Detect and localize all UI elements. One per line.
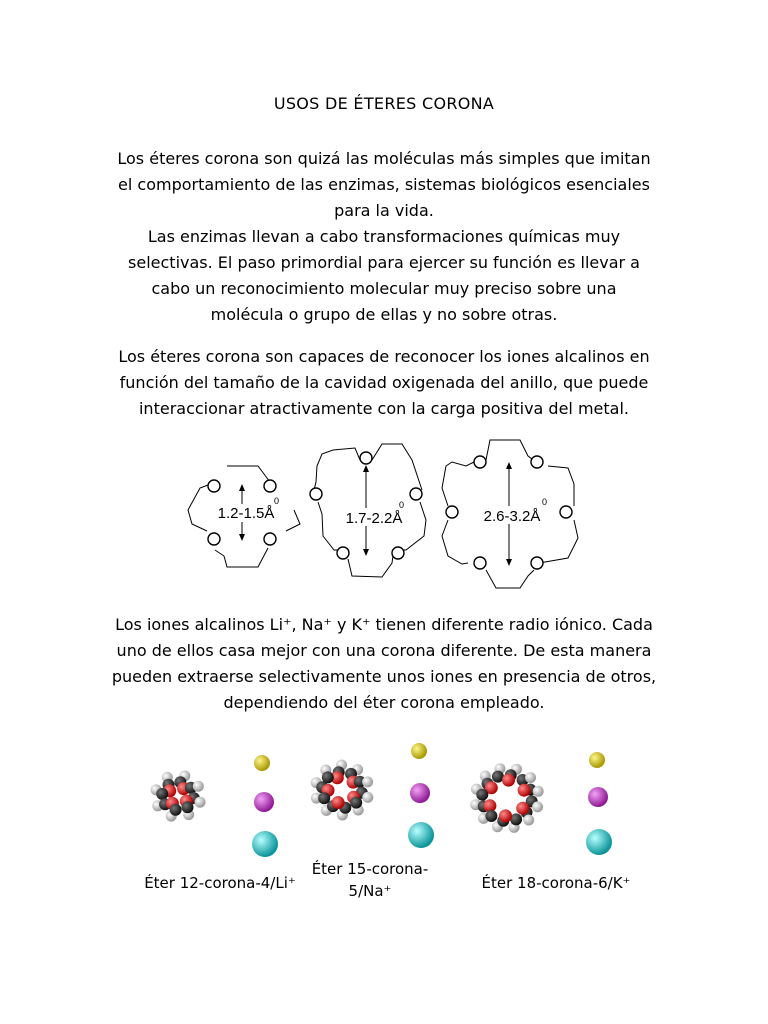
oxygen-atom (531, 557, 543, 569)
hydrogen-atom (193, 781, 204, 792)
oxygen-atom (208, 533, 220, 545)
superscript: 0 (542, 497, 548, 507)
oxygen-atom (474, 557, 486, 569)
na-ion-sphere (410, 783, 430, 803)
caption-18-crown-6 (456, 872, 656, 894)
k-ion-sphere (408, 822, 434, 848)
li-ion-sphere (254, 755, 270, 771)
oxygen-atom (518, 784, 531, 797)
oxygen-atom (392, 547, 404, 559)
carbon-atom (350, 797, 362, 809)
crown-ether-cavity-diagram (170, 432, 600, 590)
caption-15-crown-5 (300, 858, 440, 902)
li-ion-sphere (589, 752, 605, 768)
text-line: pueden extraerse selectivamente unos iones en presencia de otros, (111, 667, 657, 686)
arrow-head (239, 534, 245, 541)
text-line: Los éteres corona son capaces de reconocer los iones alcalinos en (118, 347, 650, 366)
hydrogen-atom (525, 772, 536, 783)
oxygen-atom (208, 480, 220, 492)
text-line: interaccionar atractivamente con la carga positiva del metal. (138, 399, 629, 418)
superscript: 0 (399, 500, 405, 510)
hydrogen-atom (523, 815, 534, 826)
hydrogen-atom (195, 797, 206, 808)
caption-12-crown-4 (130, 872, 310, 894)
oxygen-atom (310, 488, 322, 500)
caption-text: Éter 12-corona-4/Li⁺ (144, 874, 296, 892)
text-line: el comportamiento de las enzimas, sistemas biológicos esenciales (118, 175, 650, 194)
molecule-15-crown-5 (311, 760, 374, 821)
page-title: USOS DE ÉTERES CORONA (273, 94, 495, 113)
oxygen-atom (531, 456, 543, 468)
cavity-label-1: 1.2-1.5Å (217, 505, 275, 522)
paragraph-recognition (100, 344, 668, 422)
oxygen-atom (264, 533, 276, 545)
oxygen-atom (446, 506, 458, 518)
oxygen-atom (499, 809, 512, 822)
molecule-12-crown-4 (151, 770, 206, 821)
crown-ether-molecular-models (140, 740, 630, 870)
arrow-head (506, 462, 512, 469)
caption-text: Éter 15-corona- (311, 860, 429, 878)
hydrogen-atom (362, 792, 373, 803)
paragraph-ions (100, 612, 668, 716)
carbon-atom (170, 804, 182, 816)
text-line: Los iones alcalinos Li⁺, Na⁺ y K⁺ tienen diferente radio iónico. Cada (115, 615, 653, 634)
oxygen-atom (410, 488, 422, 500)
caption-text: 5/Na⁺ (348, 882, 392, 900)
hydrogen-atom (362, 776, 373, 787)
superscript: 0 (274, 496, 280, 506)
k-ion-sphere (586, 829, 612, 855)
molecule-18-crown-6 (470, 763, 543, 833)
text-line: selectivas. El paso primordial para ejercer su función es llevar a (128, 253, 640, 272)
text-line: molécula o grupo de ellas y no sobre otras. (210, 305, 558, 324)
carbon-atom (182, 801, 194, 813)
hydrogen-atom (533, 786, 544, 797)
text-line: función del tamaño de la cavidad oxigenada del anillo, que puede (119, 373, 649, 392)
carbon-atom (156, 788, 168, 800)
oxygen-atom (332, 796, 345, 809)
li-ion-sphere (411, 743, 427, 759)
text-line: cabo un reconocimiento molecular muy preciso sobre una (151, 279, 617, 298)
hydrogen-atom (532, 801, 543, 812)
oxygen-atom (360, 452, 372, 464)
text-line: para la vida. (334, 201, 434, 220)
oxygen-atom (264, 480, 276, 492)
cavity-label-3: 2.6-3.2Å (483, 508, 541, 525)
oxygen-atom (474, 456, 486, 468)
carbon-atom (485, 810, 497, 822)
arrow-head (506, 559, 512, 566)
text-line: Los éteres corona son quizá las moléculas más simples que imitan (117, 149, 651, 168)
text-line: Las enzimas llevan a cabo transformaciones químicas muy (147, 227, 621, 246)
arrow-head (363, 465, 369, 472)
oxygen-atom (337, 547, 349, 559)
arrow-head (239, 484, 245, 491)
cavity-label-2: 1.7-2.2Å (345, 510, 403, 527)
oxygen-atom (502, 774, 515, 787)
na-ion-sphere (588, 787, 608, 807)
k-ion-sphere (252, 831, 278, 857)
na-ion-sphere (254, 792, 274, 812)
caption-text: Éter 18-corona-6/K⁺ (481, 874, 631, 892)
oxygen-atom (516, 802, 529, 815)
arrow-head (363, 549, 369, 556)
carbon-atom (476, 789, 488, 801)
paragraph-intro (100, 146, 668, 328)
oxygen-atom (560, 506, 572, 518)
text-line: dependiendo del éter corona empleado. (223, 693, 545, 712)
text-line: uno de ellos casa mejor con una corona diferente. De esta manera (116, 641, 652, 660)
